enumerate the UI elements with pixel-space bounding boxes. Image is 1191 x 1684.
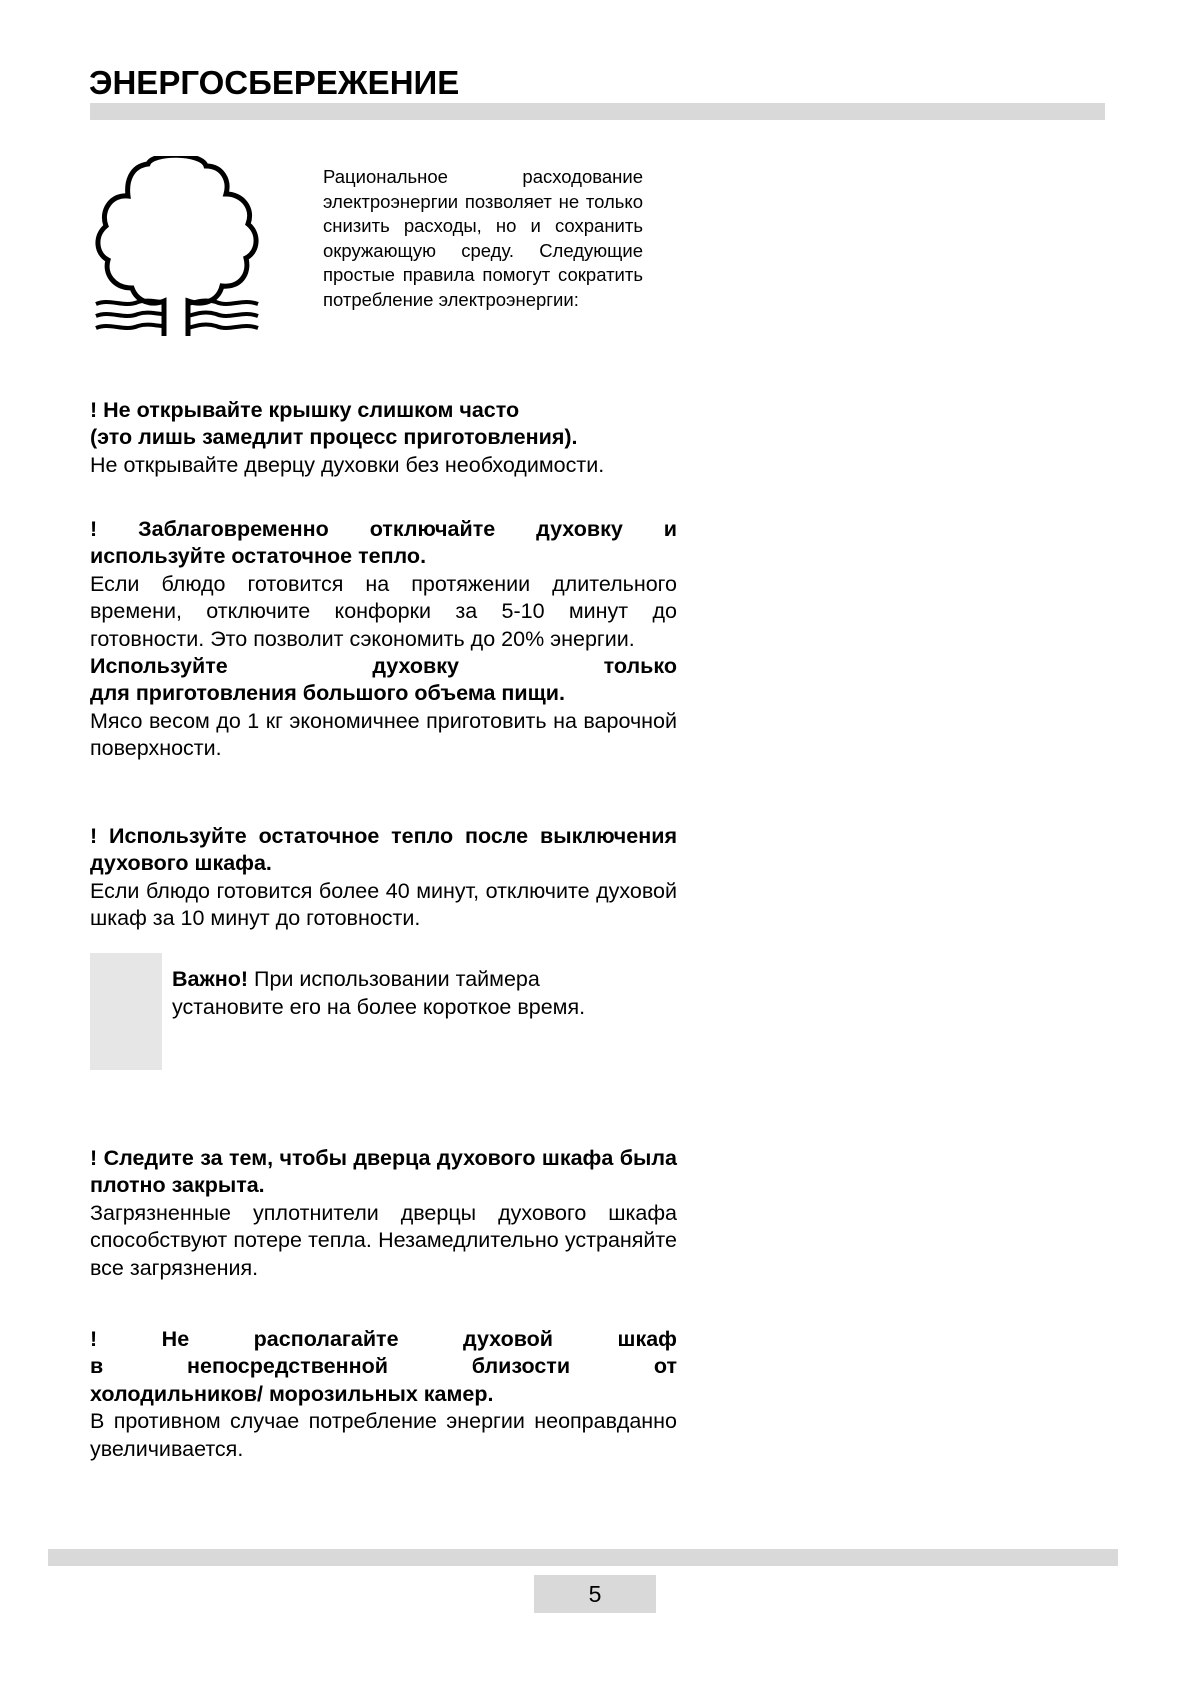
tip-heading: ! Заблаговременно отключайте духовку и используйте остаточное тепло. xyxy=(90,517,677,569)
important-label: Важно! xyxy=(172,967,249,991)
tip-section-lid xyxy=(90,397,677,479)
tip-section-oven-off xyxy=(90,823,677,933)
tip-body: Не открывайте дверцу духовки без необходимости. xyxy=(90,452,605,477)
intro-text: Рациональное расходование электроэнергии позволяет не только снизить расходы, но и сохранить окружающую среду. Следующие простые правила помогут сократить потребление электроэнергии: xyxy=(323,166,643,310)
important-text: установите его на более короткое время. xyxy=(172,995,586,1019)
tip-body: Мясо весом до 1 кг экономичнее приготовить на варочной поверхности. xyxy=(90,708,677,761)
tip-heading: ! Не располагайте духовой шкаф xyxy=(90,1327,677,1351)
tip-section-residual-heat xyxy=(90,516,677,763)
page-title: ЭНЕРГОСБЕРЕЖЕНИЕ xyxy=(89,64,460,101)
tip-subheading: Используйте духовку только xyxy=(90,654,677,679)
tip-heading: ! Используйте остаточное тепло после выключения духового шкафа. xyxy=(90,824,677,876)
tip-heading: холодильников/ морозильных камер. xyxy=(90,1381,494,1406)
page-number: 5 xyxy=(534,1575,656,1613)
tip-body: Если блюдо готовится на протяжении длительного времени, отключите конфорки за 5-10 минут до готовности. Это позволит сэкономить до 20% энергии. xyxy=(90,571,677,651)
tip-heading: в непосредственной близости от xyxy=(90,1354,677,1379)
tip-subheading: для приготовления большого объема пищи. xyxy=(90,681,565,706)
tip-section-door-seal xyxy=(90,1145,677,1282)
tip-heading: (это лишь замедлит процесс приготовления). xyxy=(90,425,578,450)
important-text: При использовании таймера xyxy=(248,967,540,991)
tip-body: Если блюдо готовится более 40 минут, отключите духовой шкаф за 10 минут до готовности. xyxy=(90,878,677,931)
footer-divider-bar xyxy=(48,1549,1118,1566)
tip-heading: ! Следите за тем, чтобы дверца духового шкафа была плотно закрыта. xyxy=(90,1146,677,1198)
tip-heading: ! Не открывайте крышку слишком часто xyxy=(90,398,520,422)
tip-body: Загрязненные уплотнители дверцы духового шкафа способствуют потере тепла. Незамедлительно устраняйте все загрязнения. xyxy=(90,1200,677,1280)
important-note-marker xyxy=(90,953,162,1070)
important-note xyxy=(172,965,672,1021)
tip-section-placement xyxy=(90,1326,677,1463)
tip-body: В противном случае потребление энергии неоправданно увеличивается. xyxy=(90,1409,677,1461)
header-divider-bar xyxy=(90,103,1105,120)
tree-icon xyxy=(92,156,262,338)
